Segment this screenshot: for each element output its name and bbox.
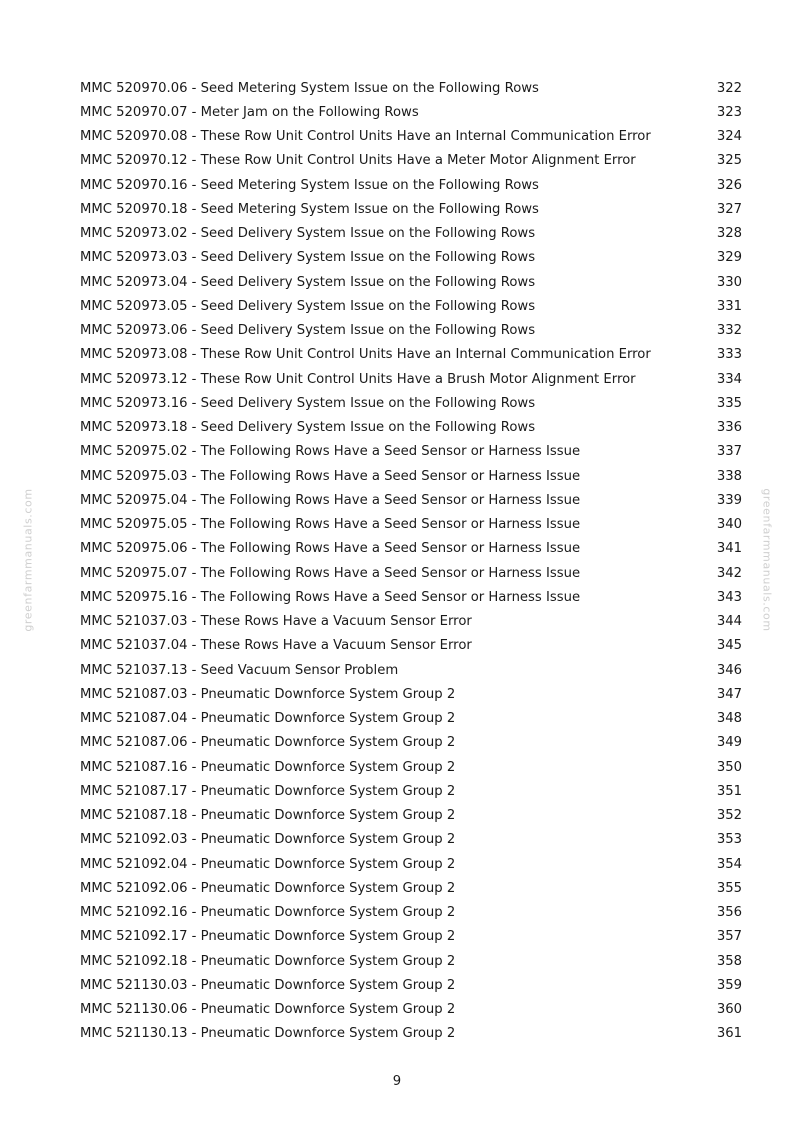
toc-entry-page: 352	[716, 808, 742, 824]
toc-entry[interactable]	[80, 294, 742, 318]
toc-entry-page: 331	[716, 298, 742, 314]
toc-entry-page: 360	[716, 1002, 742, 1018]
toc-entry-page: 355	[716, 880, 742, 896]
toc-entry-page: 322	[716, 80, 742, 96]
toc-entry-title: MMC 520973.06 - Seed Delivery System Issue on the Following Rows	[80, 323, 536, 339]
toc-entry-title: MMC 521037.03 - These Rows Have a Vacuum Sensor Error	[80, 614, 472, 630]
toc-entry-page: 342	[716, 565, 742, 581]
toc-entry-title: MMC 521087.04 - Pneumatic Downforce System Group 2	[80, 711, 456, 727]
toc-entry-title: MMC 521087.17 - Pneumatic Downforce System Group 2	[80, 783, 456, 799]
toc-entry-title: MMC 520973.16 - Seed Delivery System Issue on the Following Rows	[80, 395, 536, 411]
toc-entry-page: 349	[716, 735, 742, 751]
toc-entry-page: 336	[716, 420, 742, 436]
toc-entry-title: MMC 520970.06 - Seed Metering System Issue on the Following Rows	[80, 80, 539, 96]
toc-entry[interactable]	[80, 100, 742, 124]
toc-entry-title: MMC 521130.13 - Pneumatic Downforce System Group 2	[80, 1026, 456, 1042]
page-number: 9	[392, 1074, 402, 1089]
toc-entry-title: MMC 520970.12 - These Row Unit Control Units Have a Meter Motor Alignment Error	[80, 153, 636, 169]
toc-entry-page: 344	[716, 614, 742, 630]
toc-entry-title: MMC 520975.16 - The Following Rows Have a Seed Sensor or Harness Issue	[80, 589, 581, 605]
toc-entry[interactable]	[80, 513, 742, 537]
toc-entry[interactable]	[80, 561, 742, 585]
toc-entry-title: MMC 521087.06 - Pneumatic Downforce System Group 2	[80, 735, 456, 751]
toc-entry-page: 337	[716, 444, 742, 460]
toc-entry-title: MMC 521087.03 - Pneumatic Downforce System Group 2	[80, 686, 456, 702]
toc-entry-title: MMC 520975.02 - The Following Rows Have a Seed Sensor or Harness Issue	[80, 444, 581, 460]
toc-entry-title: MMC 521092.03 - Pneumatic Downforce System Group 2	[80, 832, 456, 848]
toc-entry[interactable]	[80, 125, 742, 149]
toc-entry-title: MMC 521130.06 - Pneumatic Downforce System Group 2	[80, 1002, 456, 1018]
toc-entry-page: 329	[716, 250, 742, 266]
toc-entry-title: MMC 521087.16 - Pneumatic Downforce System Group 2	[80, 759, 456, 775]
toc-entry[interactable]	[80, 804, 742, 828]
toc-entry-page: 350	[716, 759, 742, 775]
toc-entry[interactable]	[80, 149, 742, 173]
toc-entry-page: 324	[716, 129, 742, 145]
toc-entry[interactable]	[80, 76, 742, 100]
toc-entry-title: MMC 521037.13 - Seed Vacuum Sensor Problem	[80, 662, 399, 678]
toc-entry[interactable]	[80, 270, 742, 294]
toc-entry[interactable]	[80, 610, 742, 634]
toc-entry-page: 326	[716, 177, 742, 193]
toc-entry-page: 343	[716, 589, 742, 605]
toc-entry[interactable]	[80, 197, 742, 221]
toc-entry-page: 325	[716, 153, 742, 169]
toc-entry-title: MMC 521092.17 - Pneumatic Downforce System Group 2	[80, 929, 456, 945]
toc-entry-page: 341	[716, 541, 742, 557]
toc-entry-page: 361	[716, 1026, 742, 1042]
toc-entry[interactable]	[80, 222, 742, 246]
toc-entry-page: 347	[716, 686, 742, 702]
toc-entry[interactable]	[80, 464, 742, 488]
toc-entry-title: MMC 520975.04 - The Following Rows Have a Seed Sensor or Harness Issue	[80, 492, 581, 508]
toc-entry[interactable]	[80, 173, 742, 197]
toc-entry-page: 340	[716, 517, 742, 533]
toc-entry-page: 338	[716, 468, 742, 484]
toc-entry-title: MMC 521092.18 - Pneumatic Downforce System Group 2	[80, 953, 456, 969]
toc-entry-title: MMC 520973.02 - Seed Delivery System Issue on the Following Rows	[80, 226, 536, 242]
toc-entry-title: MMC 520973.05 - Seed Delivery System Issue on the Following Rows	[80, 298, 536, 314]
toc-entry-title: MMC 521092.04 - Pneumatic Downforce System Group 2	[80, 856, 456, 872]
toc-entry-title: MMC 520973.03 - Seed Delivery System Issue on the Following Rows	[80, 250, 536, 266]
toc-entry[interactable]	[80, 998, 742, 1022]
toc-entry[interactable]	[80, 828, 742, 852]
toc-entry-page: 351	[716, 783, 742, 799]
toc-entry[interactable]	[80, 1022, 742, 1046]
toc-entry[interactable]	[80, 537, 742, 561]
toc-entry[interactable]	[80, 658, 742, 682]
toc-entry-title: MMC 520975.03 - The Following Rows Have a Seed Sensor or Harness Issue	[80, 468, 581, 484]
toc-entry-page: 356	[716, 905, 742, 921]
toc-entry-page: 348	[716, 711, 742, 727]
toc-entry-title: MMC 521092.16 - Pneumatic Downforce System Group 2	[80, 905, 456, 921]
toc-entry[interactable]	[80, 973, 742, 997]
watermark-right: greenfarmmanuals.com	[760, 488, 774, 632]
toc-entry-page: 353	[716, 832, 742, 848]
toc-entry-page: 335	[716, 395, 742, 411]
toc-entry[interactable]	[80, 343, 742, 367]
toc-entry-page: 358	[716, 953, 742, 969]
toc-entry[interactable]	[80, 319, 742, 343]
toc-entry-title: MMC 520970.07 - Meter Jam on the Following Rows	[80, 104, 419, 120]
toc-entry-page: 354	[716, 856, 742, 872]
toc-entry-title: MMC 520975.06 - The Following Rows Have a Seed Sensor or Harness Issue	[80, 541, 581, 557]
toc-entry-title: MMC 520973.18 - Seed Delivery System Issue on the Following Rows	[80, 420, 536, 436]
toc-entry[interactable]	[80, 755, 742, 779]
toc-entry[interactable]	[80, 901, 742, 925]
toc-entry[interactable]	[80, 634, 742, 658]
toc-entry-page: 323	[716, 104, 742, 120]
toc-entry-title: MMC 520975.05 - The Following Rows Have a Seed Sensor or Harness Issue	[80, 517, 581, 533]
toc-entry[interactable]	[80, 925, 742, 949]
toc-entry[interactable]	[80, 391, 742, 415]
toc-entry[interactable]	[80, 367, 742, 391]
toc-entry-page: 328	[716, 226, 742, 242]
toc-entry-page: 357	[716, 929, 742, 945]
toc-entry-page: 339	[716, 492, 742, 508]
toc-entry-page: 330	[716, 274, 742, 290]
toc-entry-title: MMC 520975.07 - The Following Rows Have a Seed Sensor or Harness Issue	[80, 565, 581, 581]
toc-entry-title: MMC 521092.06 - Pneumatic Downforce System Group 2	[80, 880, 456, 896]
toc-entry-page: 345	[716, 638, 742, 654]
toc-entry[interactable]	[80, 440, 742, 464]
toc-entry-title: MMC 520973.12 - These Row Unit Control Units Have a Brush Motor Alignment Error	[80, 371, 636, 387]
toc-entry-title: MMC 521087.18 - Pneumatic Downforce System Group 2	[80, 808, 456, 824]
toc-entry-title: MMC 520973.04 - Seed Delivery System Issue on the Following Rows	[80, 274, 536, 290]
toc-entry-page: 334	[716, 371, 742, 387]
toc-entry[interactable]	[80, 682, 742, 706]
toc-entry-title: MMC 520970.18 - Seed Metering System Issue on the Following Rows	[80, 201, 539, 217]
toc-entry[interactable]	[80, 731, 742, 755]
toc-entry[interactable]	[80, 707, 742, 731]
toc-entry-title: MMC 520970.08 - These Row Unit Control Units Have an Internal Communication Error	[80, 129, 651, 145]
toc-entry[interactable]	[80, 416, 742, 440]
toc-entry-page: 333	[716, 347, 742, 363]
toc-entry[interactable]	[80, 949, 742, 973]
table-of-contents	[80, 76, 742, 1046]
toc-entry-page: 346	[716, 662, 742, 678]
toc-entry[interactable]	[80, 779, 742, 803]
toc-entry-page: 332	[716, 323, 742, 339]
toc-entry[interactable]	[80, 876, 742, 900]
toc-entry-title: MMC 521130.03 - Pneumatic Downforce System Group 2	[80, 977, 456, 993]
toc-entry[interactable]	[80, 585, 742, 609]
toc-entry-title: MMC 520970.16 - Seed Metering System Issue on the Following Rows	[80, 177, 539, 193]
toc-entry-title: MMC 521037.04 - These Rows Have a Vacuum Sensor Error	[80, 638, 472, 654]
toc-entry-page: 359	[716, 977, 742, 993]
toc-entry[interactable]	[80, 488, 742, 512]
watermark-left: greenfarmmanuals.com	[21, 488, 35, 632]
toc-entry-title: MMC 520973.08 - These Row Unit Control Units Have an Internal Communication Error	[80, 347, 651, 363]
toc-entry[interactable]	[80, 246, 742, 270]
toc-entry[interactable]	[80, 852, 742, 876]
toc-entry-page: 327	[716, 201, 742, 217]
